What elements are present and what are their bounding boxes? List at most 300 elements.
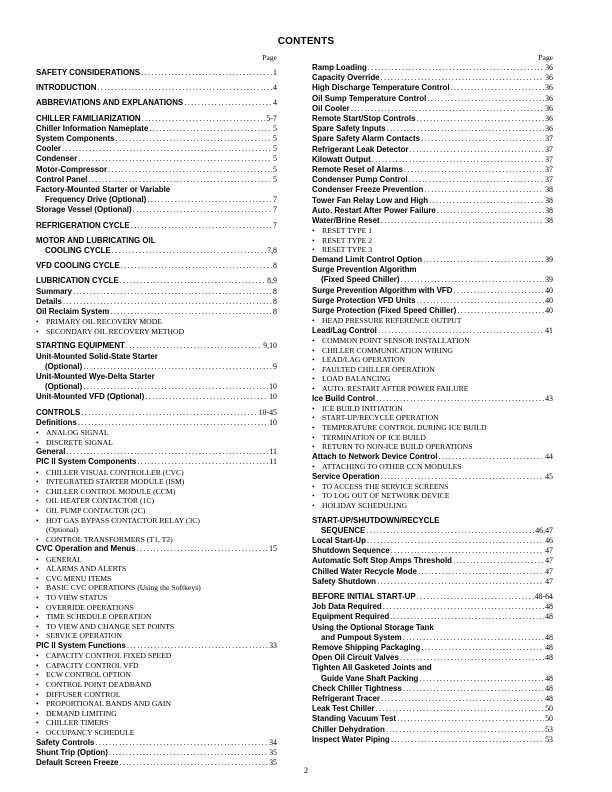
toc-entry bbox=[312, 104, 553, 114]
toc-entry bbox=[36, 382, 277, 392]
toc-entry bbox=[36, 748, 277, 758]
dot-leader bbox=[397, 714, 544, 724]
dot-leader bbox=[66, 447, 268, 457]
toc-page-number: 5-7 bbox=[266, 113, 277, 123]
toc-entry bbox=[36, 392, 277, 402]
dot-leader bbox=[386, 725, 544, 735]
toc-entry-title: Local Start-Up bbox=[312, 535, 366, 545]
toc-page-number: 10-45 bbox=[258, 407, 277, 417]
dot-leader bbox=[108, 165, 272, 175]
toc-entry-title: and Pumpout System bbox=[321, 632, 402, 642]
toc-bullet-text: OIL HEATER CONTACTOR (1C) bbox=[46, 496, 155, 506]
dot-leader bbox=[78, 154, 272, 164]
dot-leader bbox=[391, 735, 544, 745]
toc-bullet-text: DEMAND LIMITING bbox=[46, 708, 117, 718]
toc-section-entry bbox=[36, 276, 277, 286]
dot-leader bbox=[109, 748, 268, 758]
toc-bullet-text: BASIC CVC OPERATIONS (Using the Softkeys) bbox=[46, 583, 201, 593]
toc-entry bbox=[312, 155, 553, 165]
bullet-icon: • bbox=[312, 423, 315, 432]
toc-entry bbox=[312, 643, 553, 653]
toc-entry bbox=[36, 246, 277, 256]
toc-page-number: 36 bbox=[545, 103, 553, 113]
dot-leader bbox=[95, 738, 268, 748]
toc-entry-title: (Optional) bbox=[45, 361, 83, 371]
bullet-icon: • bbox=[36, 554, 39, 564]
toc-entry-title: Condenser bbox=[36, 154, 78, 164]
bullet-icon: • bbox=[312, 226, 315, 236]
toc-entry-title: Condenser Freeze Prevention bbox=[312, 185, 424, 195]
toc-bullet-text: RESET TYPE 1 bbox=[322, 226, 373, 236]
toc-bullet-text: SERVICE OPERATION bbox=[46, 631, 123, 641]
toc-bullet-text: CHILLER VISUAL CONTROLLER (CVC) bbox=[46, 467, 184, 477]
toc-bullet-item bbox=[36, 670, 277, 680]
toc-page-number: 11 bbox=[269, 457, 277, 467]
dot-leader bbox=[421, 643, 544, 653]
toc-entry bbox=[312, 612, 553, 622]
toc-entry-title: Oil Sump Temperature Control bbox=[312, 93, 427, 103]
dot-leader bbox=[121, 261, 272, 271]
toc-page-number: 36 bbox=[545, 63, 553, 72]
toc-entry bbox=[312, 526, 553, 536]
toc-entry-title: PIC II System Functions bbox=[36, 640, 126, 650]
toc-entry bbox=[312, 124, 553, 134]
toc-page-number: 37 bbox=[545, 154, 553, 164]
dot-leader bbox=[73, 287, 272, 297]
toc-bullet-item bbox=[36, 487, 277, 497]
toc-entry-title: SEQUENCE bbox=[321, 525, 366, 535]
toc-heading-line: MOTOR AND LUBRICATING OIL bbox=[36, 235, 156, 245]
dot-leader bbox=[367, 536, 544, 546]
toc-page-number: 1 bbox=[273, 68, 277, 77]
toc-bullet-item bbox=[36, 506, 277, 516]
toc-entry bbox=[36, 297, 277, 307]
toc-bullet-item bbox=[36, 496, 277, 506]
dot-leader bbox=[400, 275, 544, 285]
toc-bullet-item bbox=[36, 327, 277, 337]
toc-page-number: 38 bbox=[545, 205, 553, 215]
toc-entry-title: Spare Safety Inputs bbox=[312, 124, 386, 134]
toc-bullet-item bbox=[36, 612, 277, 622]
toc-page-number: 48 bbox=[545, 643, 553, 652]
toc-entry-title: INTRODUCTION bbox=[36, 83, 97, 93]
toc-bullet-text: CONTROL POINT DEADBAND bbox=[46, 679, 152, 689]
toc-page-number: 48 bbox=[545, 612, 553, 622]
toc-bullet-text: TO ACCESS THE SERVICE SCREENS bbox=[322, 481, 449, 491]
toc-entry-title: Frequency Drive (Optional) bbox=[45, 195, 147, 205]
dot-leader bbox=[409, 145, 544, 155]
toc-entry bbox=[312, 674, 553, 684]
dot-leader bbox=[377, 577, 544, 587]
toc-page-number: 10 bbox=[269, 417, 277, 427]
toc-bullet-item bbox=[312, 423, 553, 433]
dot-leader bbox=[137, 544, 269, 554]
toc-entry-title: REFRIGERATION CYCLE bbox=[36, 220, 130, 230]
toc-entry-title: Open Oil Circuit Valves bbox=[312, 653, 399, 663]
bullet-icon: • bbox=[36, 573, 39, 583]
toc-bullet-text: OVERRIDE OPERATIONS bbox=[46, 602, 134, 612]
toc-entry bbox=[36, 144, 277, 154]
toc-entry-title: Attach to Network Device Control bbox=[312, 451, 438, 461]
bullet-icon: • bbox=[36, 612, 39, 622]
dot-leader bbox=[376, 394, 544, 404]
toc-bullet-text: HOT GAS BYPASS CONTACTOR RELAY (3C) bbox=[46, 515, 200, 525]
dot-leader bbox=[429, 196, 544, 206]
toc-page-number: 47 bbox=[545, 546, 553, 556]
toc-page-number: 34 bbox=[269, 737, 277, 747]
dot-leader bbox=[142, 114, 266, 124]
dot-leader bbox=[98, 83, 273, 93]
toc-bullet-text: PROPORTIONAL BANDS AND GAIN bbox=[46, 699, 172, 709]
toc-bullet-item bbox=[312, 413, 553, 423]
toc-page-number: 48 bbox=[545, 683, 553, 693]
toc-bullet-text: CONTROL TRANSFORMERS (T1, T2) bbox=[46, 534, 173, 544]
bullet-icon: • bbox=[36, 506, 39, 516]
toc-bullet-text: TERMINATION OF ICE BUILD bbox=[322, 432, 426, 442]
toc-bullet-text: ANALOG SIGNAL bbox=[46, 428, 109, 438]
dot-leader bbox=[403, 684, 544, 694]
toc-entry bbox=[312, 704, 553, 714]
dot-leader bbox=[78, 418, 268, 428]
dot-leader bbox=[378, 326, 544, 336]
toc-entry bbox=[312, 306, 553, 316]
page-number: 2 bbox=[304, 766, 308, 775]
toc-entry bbox=[312, 83, 553, 93]
bullet-icon: • bbox=[36, 602, 39, 612]
bullet-icon: • bbox=[312, 413, 315, 423]
toc-entry bbox=[312, 714, 553, 724]
toc-bullet-item bbox=[36, 699, 277, 709]
dot-leader bbox=[453, 286, 544, 296]
dot-leader bbox=[110, 307, 272, 317]
toc-entry bbox=[312, 275, 553, 285]
dot-leader bbox=[403, 633, 544, 643]
toc-entry bbox=[312, 452, 553, 462]
toc-page-number: 5 bbox=[273, 164, 277, 174]
toc-page-number: 36 bbox=[545, 114, 553, 124]
bullet-icon: • bbox=[312, 355, 315, 365]
toc-page-number: 7 bbox=[273, 195, 277, 205]
toc-heading-line: Unit-Mounted Wye-Delta Starter bbox=[36, 372, 155, 382]
toc-entry-title: Refrigerant Leak Detector bbox=[312, 144, 409, 154]
toc-entry-title: Summary bbox=[36, 286, 72, 296]
toc-bullet-text: RESET TYPE 3 bbox=[322, 245, 373, 255]
bullet-icon: • bbox=[36, 689, 39, 699]
toc-entry-title: Auto. Restart After Power Failure bbox=[312, 205, 436, 215]
bullet-icon: • bbox=[312, 245, 315, 255]
toc-bullet-item bbox=[36, 622, 277, 632]
toc-page-number: 5 bbox=[273, 174, 277, 184]
dot-leader bbox=[131, 221, 272, 231]
toc-page-number: 5 bbox=[273, 123, 277, 133]
toc-entry-title: Details bbox=[36, 296, 62, 306]
toc-entry-title: Default Screen Freeze bbox=[36, 757, 119, 767]
toc-bullet-text: TIME SCHEDULE OPERATION bbox=[46, 612, 152, 622]
toc-page-number: 40 bbox=[545, 285, 553, 295]
bullet-icon: • bbox=[36, 583, 39, 593]
toc-bullet-text: START-UP/RECYCLE OPERATION bbox=[322, 413, 439, 423]
bullet-icon: • bbox=[312, 235, 315, 245]
toc-bullet-item bbox=[36, 564, 277, 574]
bullet-icon: • bbox=[36, 477, 39, 487]
toc-page-number: 9,10 bbox=[263, 341, 277, 351]
toc-entry-title: Service Operation bbox=[312, 471, 380, 481]
toc-bullet-item bbox=[36, 593, 277, 603]
toc-entry-title: Oil Reclaim System bbox=[36, 307, 110, 317]
dot-leader bbox=[112, 246, 266, 256]
toc-bullet-item bbox=[36, 574, 277, 584]
toc-entry-title: Safety Shutdown bbox=[312, 576, 377, 586]
toc-section-entry bbox=[36, 114, 277, 124]
toc-bullet-item bbox=[36, 535, 277, 545]
dot-leader bbox=[133, 205, 272, 215]
toc-heading-line: START-UP/SHUTDOWN/RECYCLE bbox=[312, 515, 440, 525]
toc-entry bbox=[312, 73, 553, 83]
dot-leader bbox=[423, 255, 544, 265]
toc-entry-title: Refrigerant Tracer bbox=[312, 694, 380, 704]
toc-entry bbox=[312, 94, 553, 104]
toc-bullet-text: ALARMS AND ALERTS bbox=[46, 564, 127, 574]
toc-page-number: 8 bbox=[273, 261, 277, 271]
toc-entry-title: Lead/Lag Control bbox=[312, 325, 377, 335]
toc-entry bbox=[312, 735, 553, 745]
toc-bullet-item bbox=[36, 438, 277, 448]
toc-bullet-text: HOLIDAY SCHEDULING bbox=[322, 500, 408, 510]
toc-bullet-item bbox=[312, 384, 553, 394]
page-column-heading: Page bbox=[538, 53, 553, 62]
toc-bullet-item bbox=[36, 661, 277, 671]
dot-leader bbox=[63, 297, 272, 307]
toc-bullet-item bbox=[36, 468, 277, 478]
toc-bullet-text: OCCUPANCY SCHEDULE bbox=[46, 727, 135, 737]
bullet-icon: • bbox=[36, 660, 39, 670]
bullet-icon: • bbox=[36, 317, 39, 327]
toc-bullet-item bbox=[312, 336, 553, 346]
toc-page-number: 8 bbox=[273, 307, 277, 317]
toc-entry-title: CONTROLS bbox=[36, 407, 81, 417]
bullet-icon: • bbox=[36, 670, 39, 680]
toc-page-number: 47 bbox=[545, 576, 553, 586]
toc-page-number: 50 bbox=[545, 714, 553, 724]
toc-bullet-item bbox=[312, 462, 553, 472]
toc-entry-title: SAFETY CONSIDERATIONS bbox=[36, 68, 141, 77]
toc-page-number: 46 bbox=[545, 535, 553, 545]
toc-bullet-item bbox=[312, 355, 553, 365]
toc-page-number: 9 bbox=[273, 361, 277, 371]
dot-leader bbox=[421, 134, 544, 144]
toc-entry bbox=[312, 175, 553, 185]
toc-bullet-item bbox=[36, 555, 277, 565]
toc-entry-title: Cooler bbox=[36, 144, 61, 154]
toc-bullet-text: GENERAL bbox=[46, 554, 82, 564]
toc-bullet-text: LOAD BALANCING bbox=[322, 374, 391, 384]
toc-bullet-text: TO VIEW AND CHANGE SET POINTS bbox=[46, 621, 175, 631]
bullet-icon: • bbox=[36, 708, 39, 718]
toc-page-number: 48 bbox=[545, 694, 553, 704]
toc-entry-title: Definitions bbox=[36, 417, 77, 427]
toc-bullet-item bbox=[312, 226, 553, 236]
bullet-icon: • bbox=[36, 496, 39, 506]
dot-leader bbox=[437, 206, 544, 216]
bullet-icon: • bbox=[36, 593, 39, 602]
toc-page-number: 53 bbox=[545, 734, 553, 744]
toc-entries-left bbox=[36, 68, 277, 768]
toc-entry-title: LUBRICATION CYCLE bbox=[36, 276, 119, 286]
toc-section-entry bbox=[36, 261, 277, 271]
toc-entry bbox=[312, 694, 553, 704]
dot-leader bbox=[383, 602, 544, 612]
toc-page-number: 37 bbox=[545, 144, 553, 154]
toc-entry-title: Shutdown Sequence bbox=[312, 546, 390, 556]
toc-page-number: 48 bbox=[545, 632, 553, 642]
toc-entry bbox=[312, 255, 553, 265]
toc-entry bbox=[36, 205, 277, 215]
toc-page-number: 7,8 bbox=[267, 246, 277, 256]
toc-bullet-text: CHILLER COMMUNICATION WIRING bbox=[322, 345, 453, 355]
toc-entry bbox=[36, 641, 277, 651]
toc-page-number: 8,9 bbox=[267, 276, 277, 286]
dot-leader bbox=[451, 83, 545, 93]
toc-page-number: 35 bbox=[269, 747, 277, 757]
dot-leader bbox=[83, 382, 268, 392]
toc-entry-title: Surge Protection VFD Units bbox=[312, 295, 416, 305]
toc-bullet-text: AUTO. RESTART AFTER POWER FAILURE bbox=[322, 384, 469, 394]
toc-entry-title: Surge Protection (Fixed Speed Chiller) bbox=[312, 306, 457, 316]
toc-bullet-text: RETURN TO NON-ICE BUILD OPERATIONS bbox=[322, 442, 473, 452]
dot-leader bbox=[387, 124, 544, 134]
dot-leader bbox=[141, 68, 272, 78]
toc-bullet-item bbox=[36, 631, 277, 641]
toc-bullet-item bbox=[312, 404, 553, 414]
toc-bullet-text: ICE BUILD INITIATION bbox=[322, 403, 403, 413]
toc-page-number: 41 bbox=[545, 325, 553, 335]
toc-heading-line: Unit-Mounted Solid-State Starter bbox=[36, 351, 158, 361]
dot-leader bbox=[147, 195, 272, 205]
toc-entry bbox=[312, 206, 553, 216]
toc-page-number: 4 bbox=[273, 83, 277, 93]
toc-bullet-item bbox=[312, 482, 553, 492]
bullet-icon: • bbox=[36, 727, 39, 737]
dot-leader bbox=[88, 175, 272, 185]
toc-entry-title: Surge Prevention Algorithm with VFD bbox=[312, 285, 453, 295]
bullet-icon: • bbox=[36, 679, 39, 689]
toc-entry bbox=[36, 544, 277, 554]
bullet-icon: • bbox=[312, 384, 315, 394]
toc-entry-title: Automatic Soft Stop Amps Threshold bbox=[312, 556, 452, 566]
toc-bullet-item bbox=[36, 680, 277, 690]
toc-entry bbox=[36, 307, 277, 317]
dot-leader bbox=[351, 104, 544, 114]
toc-entry bbox=[36, 447, 277, 457]
toc-entry bbox=[312, 633, 553, 643]
toc-bullet-item bbox=[312, 374, 553, 384]
toc-bullet-text: CAPACITY CONTROL FIXED SPEED bbox=[46, 651, 172, 661]
toc-page-number: 7 bbox=[273, 220, 277, 230]
toc-heading-line: Factory-Mounted Starter or Variable bbox=[36, 185, 171, 195]
dot-leader bbox=[62, 144, 272, 154]
toc-page-number: 5 bbox=[273, 134, 277, 144]
page-column-heading: Page bbox=[262, 53, 277, 62]
dot-leader bbox=[120, 276, 266, 286]
toc-entry-title: Job Data Required bbox=[312, 602, 382, 612]
toc-entry bbox=[36, 195, 277, 205]
toc-page-number: 33 bbox=[269, 640, 277, 650]
bullet-icon: • bbox=[312, 491, 315, 501]
toc-entry-title: Safety Controls bbox=[36, 737, 95, 747]
toc-entries-right bbox=[312, 63, 553, 745]
toc-bullet-item bbox=[36, 718, 277, 728]
bullet-icon: • bbox=[312, 442, 315, 452]
toc-bullet-item bbox=[312, 236, 553, 246]
toc-entry bbox=[312, 394, 553, 404]
dot-leader bbox=[184, 98, 272, 108]
dot-leader bbox=[381, 73, 545, 83]
bullet-icon: • bbox=[36, 651, 39, 661]
dot-leader bbox=[145, 392, 268, 402]
toc-entry-title: Check Chiller Tightness bbox=[312, 683, 402, 693]
toc-entry-title: Oil Cooler bbox=[312, 103, 350, 113]
toc-entry bbox=[312, 196, 553, 206]
toc-entry-title: Motor-Compressor bbox=[36, 164, 108, 174]
dot-leader bbox=[81, 408, 257, 418]
toc-heading-line: Tighten All Gasketed Joints and bbox=[312, 663, 432, 673]
toc-entry-title: VFD COOLING CYCLE bbox=[36, 261, 120, 271]
toc-bullet-item bbox=[36, 428, 277, 438]
dot-leader bbox=[126, 341, 262, 351]
toc-entry bbox=[312, 684, 553, 694]
dot-leader bbox=[115, 134, 272, 144]
toc-page-number: 40 bbox=[545, 295, 553, 305]
toc-page-number: 44 bbox=[545, 451, 553, 461]
toc-bullet-text: TO VIEW STATUS bbox=[46, 593, 108, 602]
toc-entry bbox=[312, 286, 553, 296]
toc-bullet-item bbox=[36, 690, 277, 700]
toc-entry bbox=[36, 134, 277, 144]
bullet-icon: • bbox=[36, 631, 39, 641]
toc-page-number: 48 bbox=[545, 673, 553, 683]
toc-entry-title: ABBREVIATIONS AND EXPLANATIONS bbox=[36, 98, 184, 108]
dot-leader bbox=[416, 296, 544, 306]
bullet-icon: • bbox=[312, 374, 315, 384]
toc-entry bbox=[36, 287, 277, 297]
bullet-icon: • bbox=[312, 500, 315, 510]
toc-entry-title: Ramp Loading bbox=[312, 63, 367, 72]
toc-bullet-item bbox=[36, 317, 277, 327]
toc-entry bbox=[312, 216, 553, 226]
dot-leader bbox=[149, 124, 272, 134]
toc-bullet-text: CAPACITY CONTROL VFD bbox=[46, 660, 139, 670]
toc-left-column bbox=[36, 52, 277, 768]
toc-heading-line: Using the Optional Storage Tank bbox=[312, 622, 434, 632]
bullet-icon: • bbox=[36, 437, 39, 447]
bullet-icon: • bbox=[36, 326, 39, 336]
toc-section-entry bbox=[36, 68, 277, 78]
bullet-icon: • bbox=[312, 432, 315, 442]
toc-entry bbox=[312, 63, 553, 73]
toc-page-number: 46,47 bbox=[535, 525, 553, 535]
toc-entry-title: General bbox=[36, 447, 66, 457]
toc-bullet-text: PRIMARY OIL RECOVERY MODE bbox=[46, 317, 162, 327]
bullet-icon: • bbox=[36, 718, 39, 728]
dot-leader bbox=[404, 165, 544, 175]
toc-entry-title: COOLING CYCLE bbox=[45, 246, 111, 256]
toc-page-number: 37 bbox=[545, 134, 553, 144]
toc-entry bbox=[312, 567, 553, 577]
toc-bullet-item bbox=[312, 501, 553, 511]
bullet-icon: • bbox=[312, 403, 315, 413]
toc-page-number: 5 bbox=[273, 144, 277, 154]
toc-entry-title: Water/Brine Reset bbox=[312, 216, 380, 226]
